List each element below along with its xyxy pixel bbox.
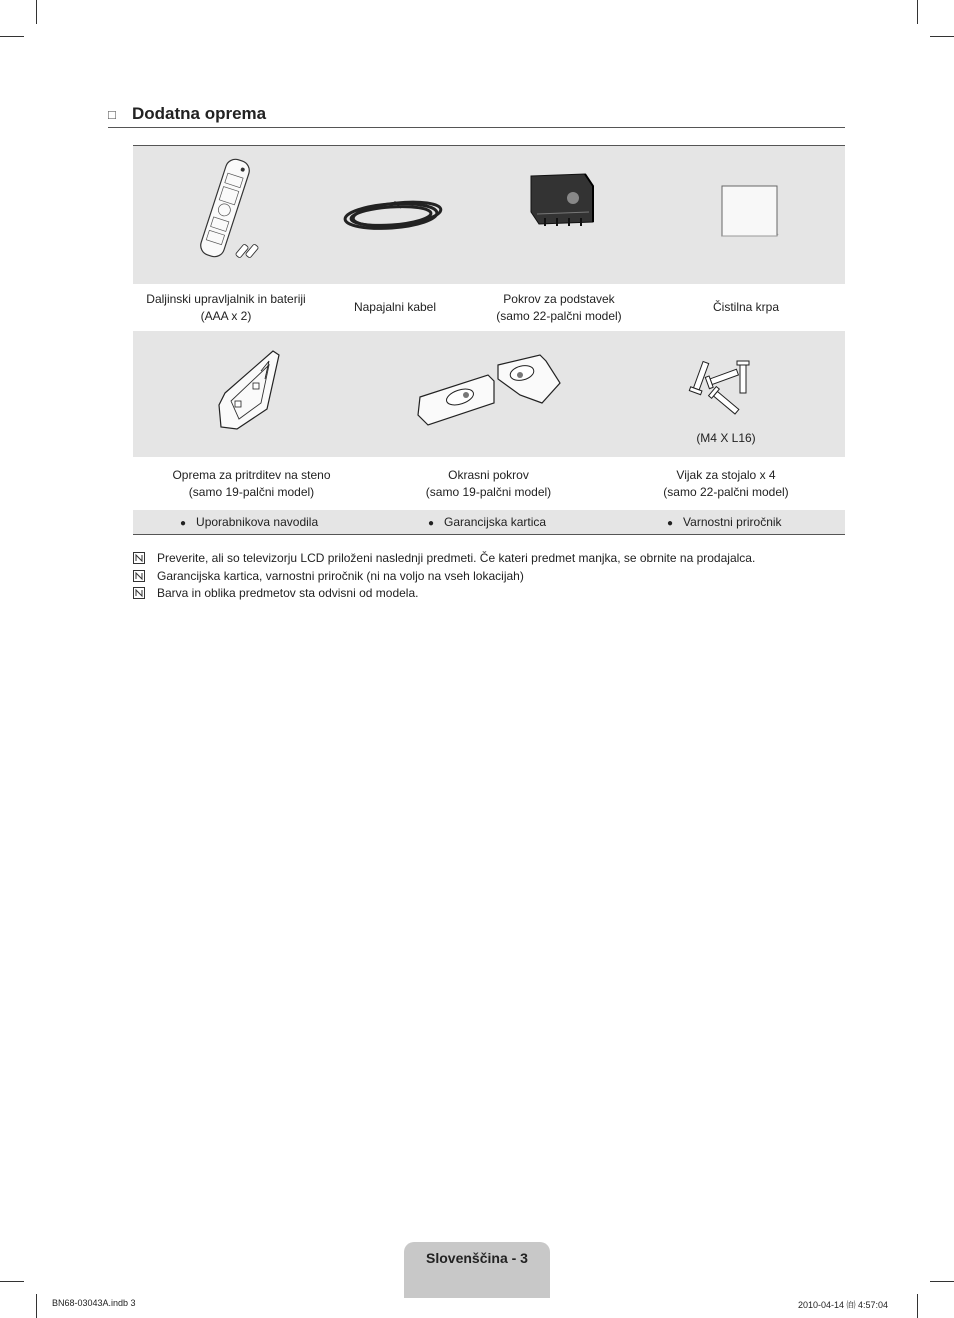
caption-line: Napajalni kabel	[353, 300, 437, 314]
page-number-tab	[404, 1242, 550, 1298]
caption-wall-mount	[133, 457, 370, 510]
caption-line: (samo 19-palčni model)	[188, 484, 315, 499]
caption-decorative-cover	[370, 457, 607, 510]
list-item	[667, 510, 782, 534]
caption-stand-screws	[607, 457, 845, 510]
caption-line: Oprema za pritrditev na steno	[172, 467, 331, 482]
list-item	[180, 510, 318, 534]
caption-line: Okrasni pokrov	[448, 467, 529, 482]
accessory-caption-row-2	[133, 457, 845, 510]
cleaning-cloth-icon	[667, 146, 845, 285]
caption-line: Pokrov za podstavek	[503, 291, 615, 306]
note-item	[133, 568, 845, 586]
notes-list	[133, 550, 845, 603]
list-item	[428, 510, 546, 534]
list-item-label: Garancijska kartica	[444, 515, 547, 529]
list-item-label: Varnostni priročnik	[683, 515, 782, 529]
note-text: Barva in oblika predmetov sta odvisni od modela.	[157, 586, 419, 600]
note-item	[133, 550, 845, 568]
note-icon	[133, 552, 145, 564]
power-cable-icon	[311, 146, 489, 285]
accessory-caption-row-1	[133, 284, 845, 331]
crop-mark	[0, 1281, 24, 1282]
caption-line: (samo 22-palčni model)	[496, 308, 622, 323]
caption-line: (AAA x 2)	[200, 308, 252, 323]
caption-stand-cover	[471, 284, 647, 331]
stand-screws-icon	[607, 331, 845, 457]
page-title	[108, 104, 845, 128]
crop-mark	[0, 36, 24, 37]
crop-mark	[36, 1294, 37, 1318]
list-item-label: Uporabnikova navodila	[196, 515, 319, 529]
section-square-icon: □	[108, 107, 116, 122]
decorative-cover-icon	[370, 331, 607, 457]
accessory-image-row-2	[133, 331, 845, 457]
bullet-icon: ●	[667, 518, 674, 529]
note-icon	[133, 587, 145, 599]
additional-items-row	[133, 510, 845, 535]
caption-line: (samo 22-palčni model)	[663, 484, 789, 499]
note-text: Garancijska kartica, varnostni priročnik (ni na voljo na vseh lokacijah)	[157, 568, 524, 583]
crop-mark	[930, 36, 954, 37]
caption-remote	[133, 284, 319, 331]
caption-power-cable	[319, 284, 471, 331]
note-icon	[133, 570, 145, 582]
note-item	[133, 585, 845, 603]
section-title-text: Dodatna oprema	[132, 104, 267, 123]
accessory-image-row-1	[133, 145, 845, 285]
crop-mark	[917, 1294, 918, 1318]
footer-timestamp: 2010-04-14 ㉂ 4:57:04	[798, 1300, 889, 1310]
footer-file-name: BN68-03043A.indb 3	[52, 1298, 136, 1308]
bullet-icon: ●	[180, 518, 187, 529]
caption-line: Čistilna krpa	[712, 300, 780, 314]
caption-line: (samo 19-palčni model)	[425, 484, 552, 499]
remote-control-icon	[133, 146, 311, 285]
crop-mark	[917, 0, 918, 24]
page-number-label: Slovenščina - 3	[426, 1250, 528, 1266]
crop-mark	[36, 0, 37, 24]
caption-line: Vijak za stojalo x 4	[676, 467, 776, 482]
screw-size-label: (M4 X L16)	[696, 431, 756, 445]
caption-cleaning-cloth	[647, 284, 845, 331]
crop-mark	[930, 1281, 954, 1282]
bullet-icon: ●	[428, 518, 435, 529]
wall-mount-bracket-icon	[133, 331, 370, 457]
caption-line: Daljinski upravljalnik in bateriji	[146, 291, 306, 306]
stand-cover-icon	[489, 146, 667, 285]
note-text: Preverite, ali so televizorju LCD priloženi naslednji predmeti. Če kateri predmet manjka, se obrnite na prodajalca.	[157, 551, 756, 565]
